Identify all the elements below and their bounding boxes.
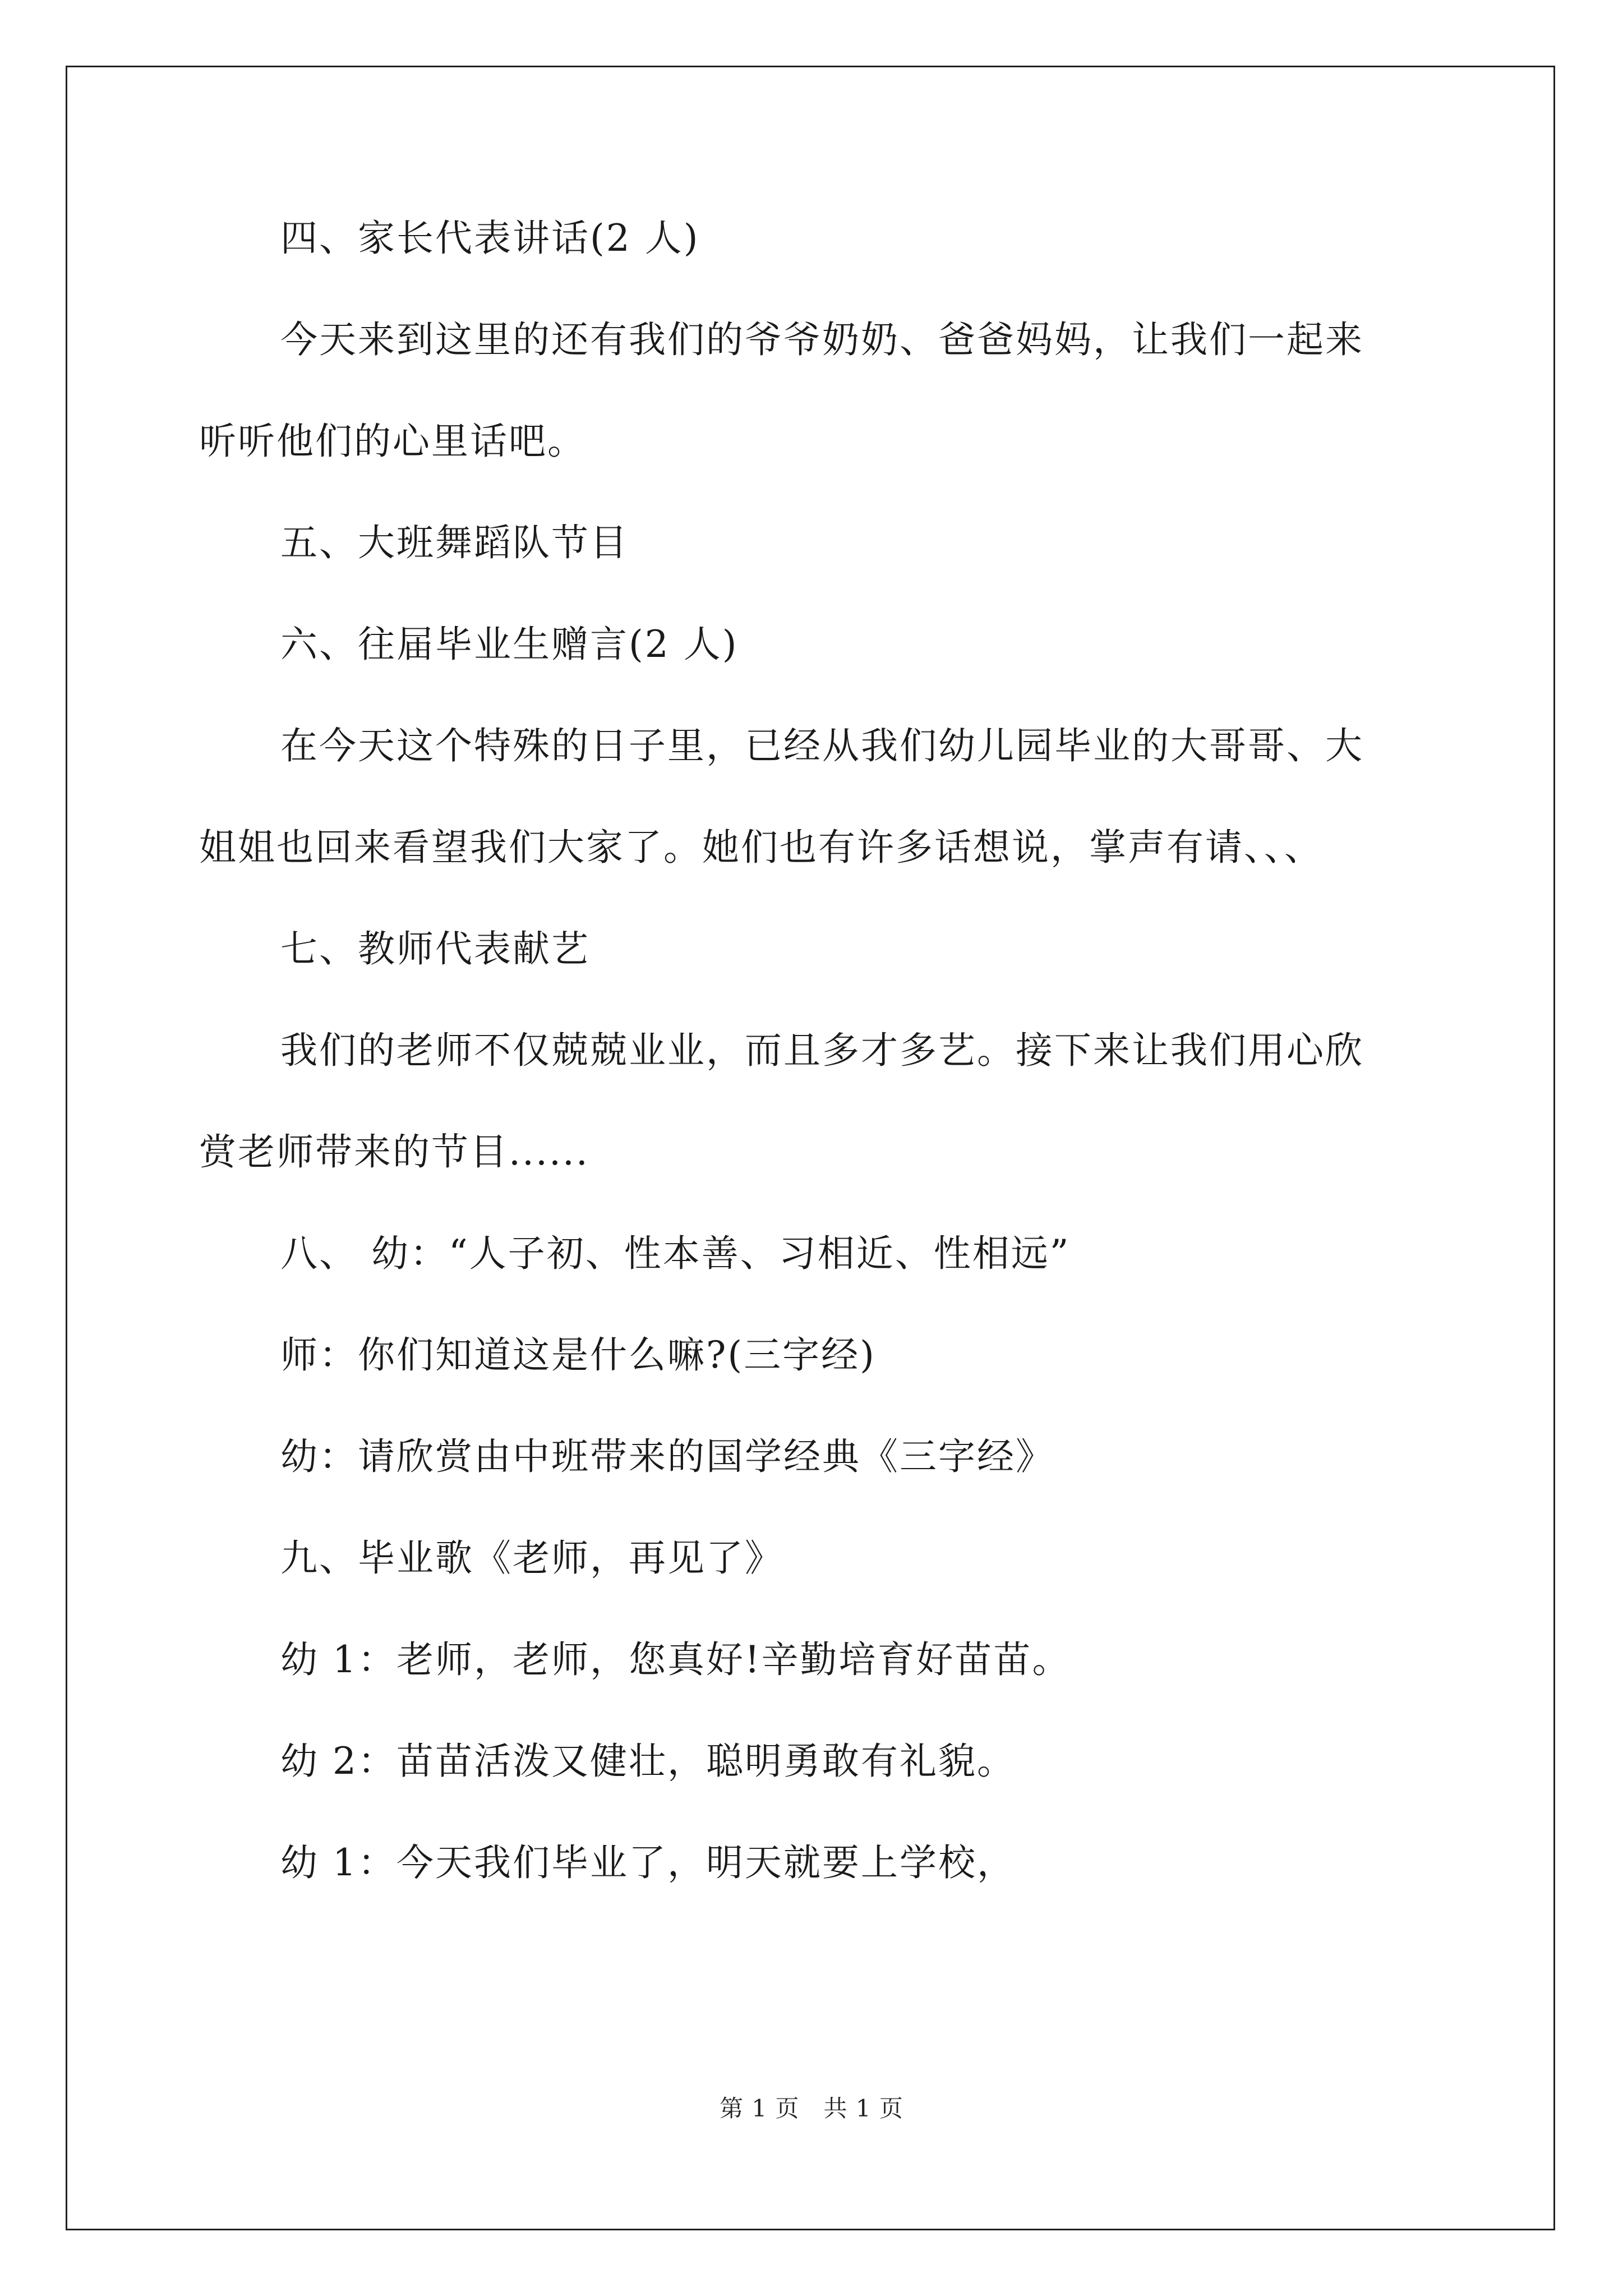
dialogue-line: 幼：请欣赏由中班带来的国学经典《三字经》: [280, 1435, 1054, 1478]
paragraph-line: 我们的老师不仅兢兢业业，而且多才多艺。接下来让我们用心欣: [280, 1029, 1364, 1072]
section-heading-7: 七、教师代表献艺: [280, 927, 590, 970]
dialogue-line: 幼 2：苗苗活泼又健壮，聪明勇敢有礼貌。: [280, 1740, 1016, 1783]
section-heading-4: 四、家长代表讲话(2 人): [280, 217, 700, 260]
section-heading-9: 九、毕业歌《老师，再见了》: [280, 1536, 783, 1580]
paragraph-line: 姐姐也回来看望我们大家了。她们也有许多话想说，掌声有请、、、: [199, 826, 1323, 869]
paragraph-line: 在今天这个特殊的日子里，已经从我们幼儿园毕业的大哥哥、大: [280, 724, 1364, 767]
dialogue-line: 师：你们知道这是什么嘛?(三字经): [280, 1333, 876, 1377]
section-heading-5: 五、大班舞蹈队节目: [280, 521, 629, 564]
paragraph-line: 今天来到这里的还有我们的爷爷奶奶、爸爸妈妈，让我们一起来: [280, 318, 1364, 361]
dialogue-line: 幼 1：老师，老师，您真好!辛勤培育好苗苗。: [280, 1638, 1071, 1681]
page-footer: 第 1 页 共 1 页: [720, 2095, 903, 2122]
section-heading-8: 八、 幼：“人子初、性本善、习相近、性相远”: [280, 1232, 1071, 1275]
dialogue-line: 幼 1：今天我们毕业了，明天就要上学校，: [280, 1841, 1016, 1884]
paragraph-line: 听听他们的心里话吧。: [199, 420, 586, 463]
paragraph-line: 赏老师带来的节目......: [199, 1130, 589, 1174]
section-heading-6: 六、往届毕业生赠言(2 人): [280, 623, 739, 666]
